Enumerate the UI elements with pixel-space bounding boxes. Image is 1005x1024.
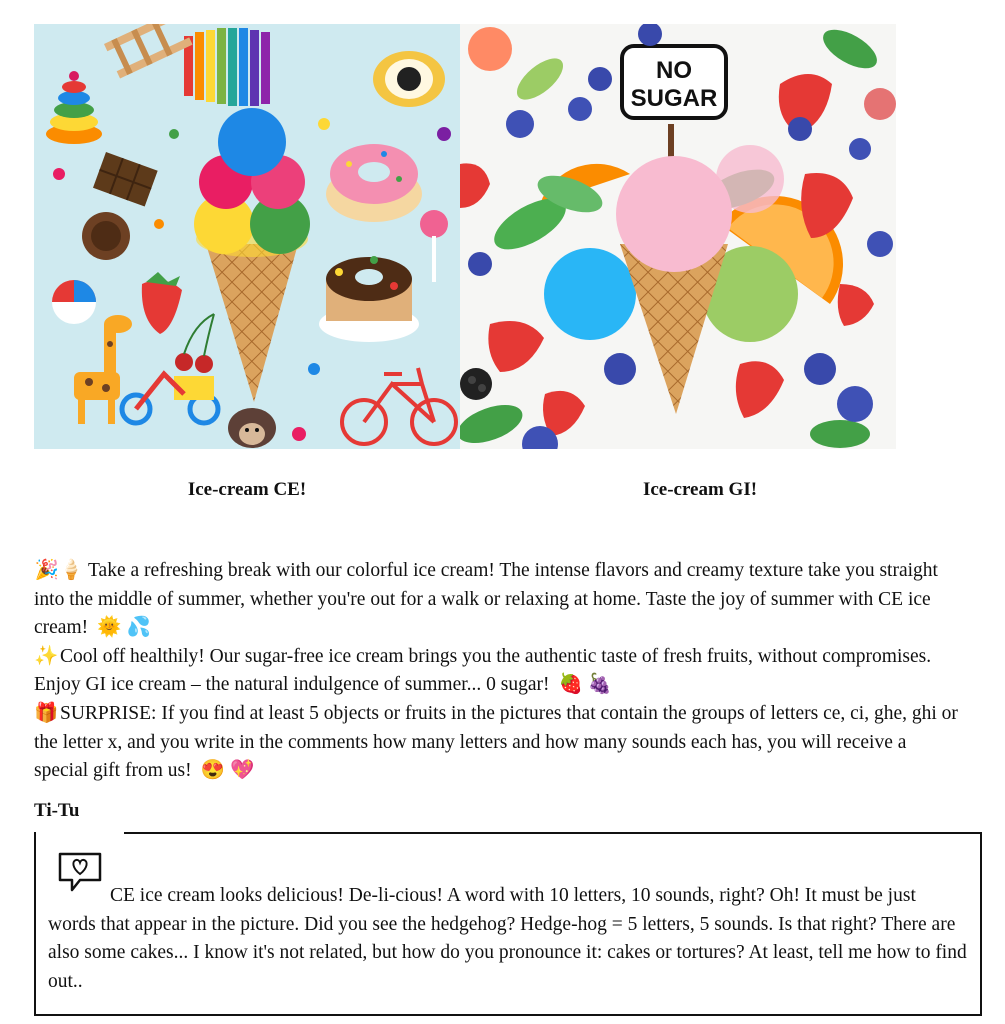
drum-toy <box>373 51 445 107</box>
strawberry-grapes-emoji: 🍓 🍇 <box>558 674 613 696</box>
post-paragraph-1 <box>34 557 964 643</box>
paragraph-1-text: Take a refreshing break with our colorful ice cream! The intense flavors and creamy texture take you straight into the middle of summer, whether you're out for a walk or relaxing at home. Taste the joy of summer with CE ice cream! <box>34 560 938 639</box>
comment-author: Ti-Tu <box>34 800 80 821</box>
gift-emoji: 🎁 <box>34 702 59 724</box>
chocolate-cookie <box>82 212 130 260</box>
ice-cream-ce-image <box>34 24 460 449</box>
pink-donut-cake <box>326 144 422 222</box>
chocolate-bar <box>93 152 158 207</box>
comment-box <box>34 832 982 1016</box>
sun-droplets-emoji: 🌞 💦 <box>97 617 151 639</box>
caption-ice-cream-ce: Ice-cream CE! <box>187 479 307 500</box>
stacking-rings-toy <box>46 71 102 144</box>
wooden-toy <box>104 24 193 78</box>
hedgehog <box>228 408 276 448</box>
chocolate-cake <box>319 256 419 342</box>
caption-ice-cream-gi: Ice-cream GI! <box>642 479 758 500</box>
sign-text-line1: NO <box>656 57 692 84</box>
paragraph-3-text: SURPRISE: If you find at least 5 objects or fruits in the pictures that contain the groups of letters ce, ci, ghe, ghi or the letter x, and you write in the comments how many letters and how many sounds each has, you will receive a special gift from us! <box>34 702 958 782</box>
sparkles-emoji: ✨ <box>34 645 59 667</box>
xylophone-toy <box>184 28 270 106</box>
ice-cream-gi-image <box>460 24 896 449</box>
post-paragraph-3 <box>34 700 964 786</box>
bicycle-toy <box>342 368 456 444</box>
ice-cream-cone-ce <box>194 108 310 402</box>
cherries <box>175 314 214 373</box>
paragraph-2-text: Cool off healthily! Our sugar-free ice cream brings you the authentic taste of fresh fruits, without compromises. Enjoy GI ice cream – the natural indulgence of summer... 0 sugar! <box>34 645 932 696</box>
tricycle-toy <box>122 374 218 423</box>
party-ice-cream-emoji: 🎉🍦 <box>34 560 84 581</box>
sign-text-line2: SUGAR <box>630 85 718 112</box>
comment-text: CE ice cream looks delicious! De-li-cious! A word with 10 letters, 10 sounds, right? Oh! It must be just words that appear in the picture. Did you see the hedgehog? Hedge-hog = 5 letters, 5 sounds. Is that right? There are also some cakes... I know it's not related, but how do you pronounce it: cakes or tortures? At least, tell me how to find out.. <box>48 885 967 992</box>
post-paragraph-2 <box>34 643 964 700</box>
beach-ball <box>52 280 96 324</box>
strawberry <box>142 272 182 334</box>
blackberry <box>460 368 492 400</box>
post-body <box>34 557 964 786</box>
heart-eyes-heart-emoji: 😍 💖 <box>200 760 255 782</box>
lollipop <box>420 210 448 282</box>
no-sugar-sign <box>622 46 726 164</box>
